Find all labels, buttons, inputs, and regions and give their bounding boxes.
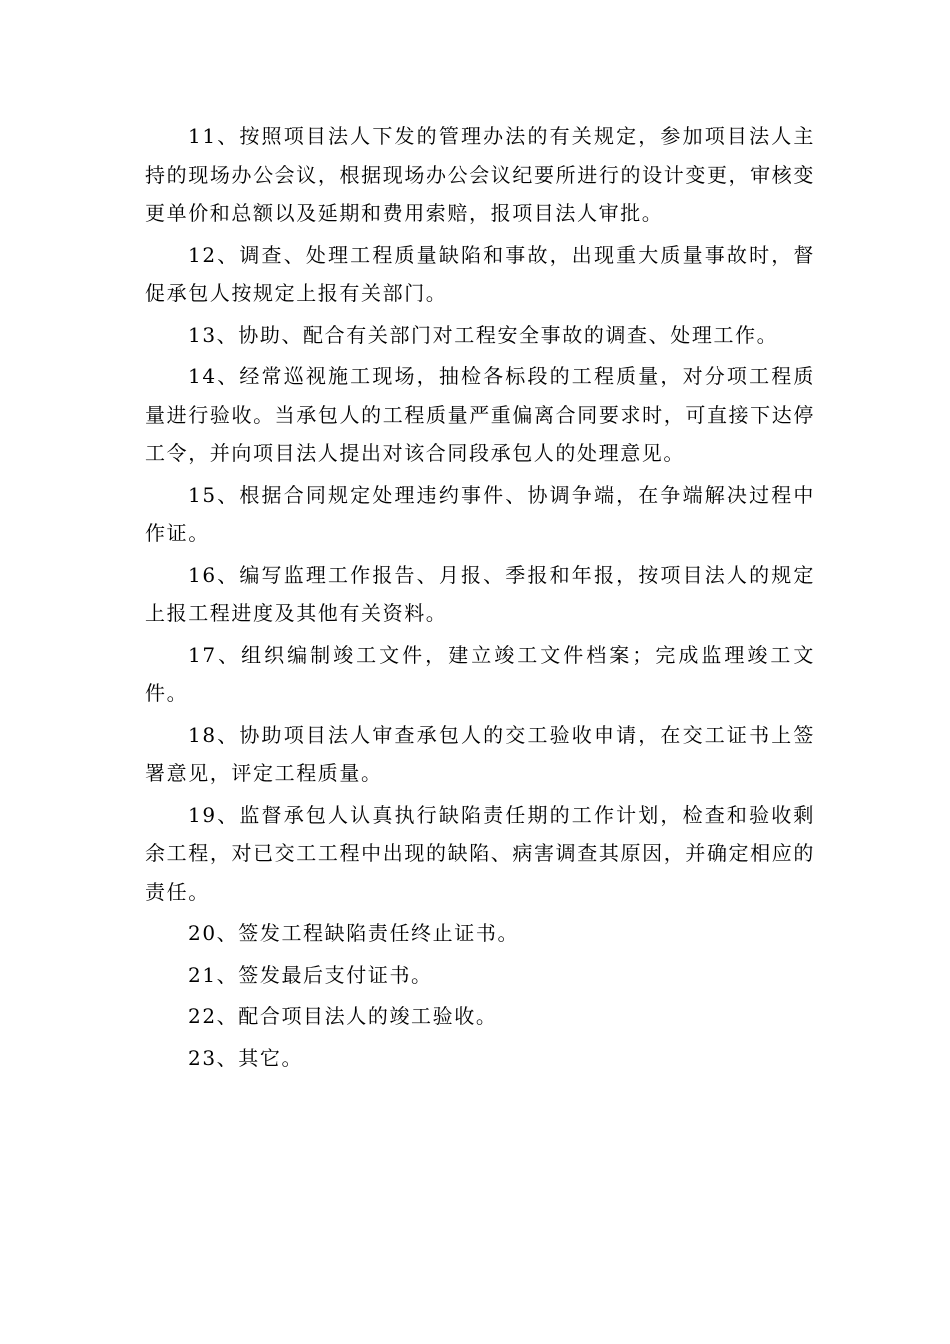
list-item-14: 14、经常巡视施工现场，抽检各标段的工程质量，对分项工程质量进行验收。当承包人的工程质量严重偏离合同要求时，可直接下达停工令，并向项目法人提出对该合同段承包人的处理意见。 xyxy=(145,364,815,465)
list-item-12: 12、调查、处理工程质量缺陷和事故，出现重大质量事故时，督促承包人按规定上报有关部门。 xyxy=(145,242,815,305)
list-item-23: 23、其它。 xyxy=(188,1045,304,1070)
list-item-19: 19、监督承包人认真执行缺陷责任期的工作计划，检查和验收剩余工程，对已交工工程中出现的缺陷、病害调查其原因，并确定相应的责任。 xyxy=(145,802,815,904)
list-item-13: 13、协助、配合有关部门对工程安全事故的调查、处理工作。 xyxy=(188,322,779,347)
list-item-17: 17、组织编制竣工文件，建立竣工文件档案；完成监理竣工文件。 xyxy=(145,642,815,705)
list-item-20: 20、签发工程缺陷责任终止证书。 xyxy=(188,921,520,945)
list-item-16: 16、编写监理工作报告、月报、季报和年报，按项目法人的规定上报工程进度及其他有关资料。 xyxy=(145,562,815,625)
list-item-11: 11、按照项目法人下发的管理办法的有关规定，参加项目法人主持的现场办公会议，根据现场办公会议纪要所进行的设计变更，审核变更单价和总额以及延期和费用索赔，报项目法人审批。 xyxy=(145,124,815,225)
list-item-21: 21、签发最后支付证书。 xyxy=(188,962,433,987)
list-item-22: 22、配合项目法人的竣工验收。 xyxy=(188,1004,498,1028)
document-body xyxy=(145,117,815,1080)
list-item-15: 15、根据合同规定处理违约事件、协调争端，在争端解决过程中作证。 xyxy=(145,482,815,545)
list-item-18: 18、协助项目法人审查承包人的交工验收申请，在交工证书上签署意见，评定工程质量。 xyxy=(145,722,815,785)
